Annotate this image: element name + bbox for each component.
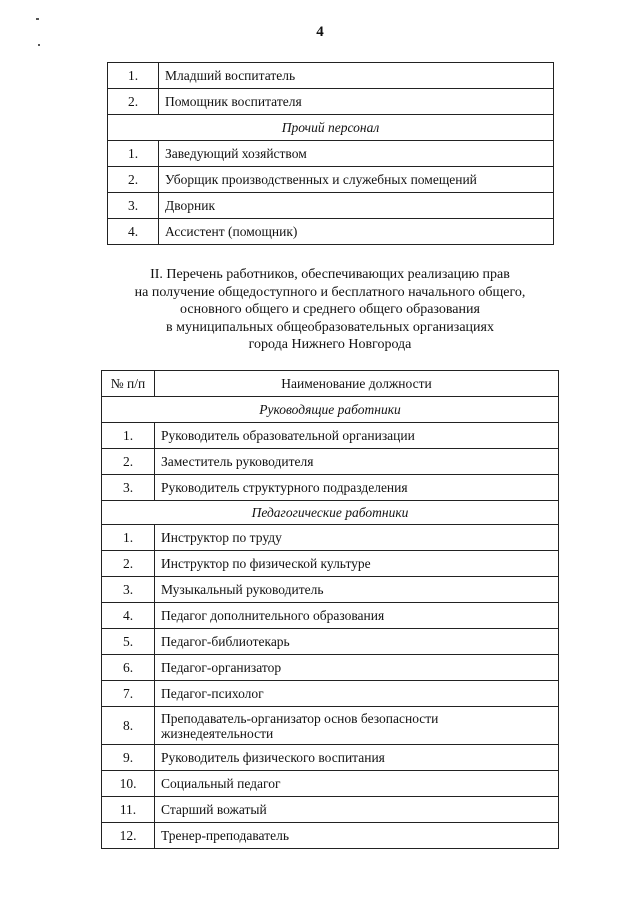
table-row (102, 603, 559, 629)
row-number: 6. (102, 655, 155, 681)
position-title: Руководитель образовательной организации (155, 423, 559, 449)
row-number: 4. (102, 603, 155, 629)
section-title: Прочий персонал (108, 115, 554, 141)
table-row (108, 219, 554, 245)
position-title: Уборщик производственных и служебных помещений (159, 167, 554, 193)
position-title: Руководитель физического воспитания (155, 745, 559, 771)
header-number: № п/п (102, 371, 155, 397)
staff-table-continued (107, 62, 554, 245)
position-title: Младший воспитатель (159, 63, 554, 89)
heading-line: в муниципальных общеобразовательных организациях (166, 319, 494, 335)
heading-line: города Нижнего Новгорода (248, 337, 412, 352)
row-number: 1. (108, 141, 159, 167)
table-row (108, 141, 554, 167)
table-row (108, 63, 554, 89)
table-row (102, 655, 559, 681)
table-row (108, 167, 554, 193)
row-number: 11. (102, 797, 155, 823)
table-row (102, 551, 559, 577)
row-number: 3. (102, 577, 155, 603)
table-row (102, 771, 559, 797)
table-header-row (102, 371, 559, 397)
table-row (102, 707, 559, 745)
table-row (102, 745, 559, 771)
section-row (102, 501, 559, 525)
position-title: Заместитель руководителя (155, 449, 559, 475)
row-number: 2. (108, 167, 159, 193)
row-number: 3. (102, 475, 155, 501)
position-title: Педагог-библиотекарь (155, 629, 559, 655)
row-number: 4. (108, 219, 159, 245)
table-row (108, 89, 554, 115)
row-number: 12. (102, 823, 155, 849)
position-title: Заведующий хозяйством (159, 141, 554, 167)
section-title: Педагогические работники (102, 501, 559, 525)
scan-mark-dot (38, 44, 40, 46)
row-number: 7. (102, 681, 155, 707)
row-number: 2. (102, 551, 155, 577)
row-number: 5. (102, 629, 155, 655)
position-title: Преподаватель-организатор основ безопасности жизнедеятельности (155, 707, 559, 745)
page-number: 4 (316, 24, 324, 40)
position-title: Педагог дополнительного образования (155, 603, 559, 629)
position-title: Старший вожатый (155, 797, 559, 823)
scan-mark-dot (36, 18, 39, 20)
position-title: Педагог-организатор (155, 655, 559, 681)
header-position: Наименование должности (155, 371, 559, 397)
table-row (108, 193, 554, 219)
position-title: Педагог-психолог (155, 681, 559, 707)
table-row (102, 449, 559, 475)
table-row (102, 629, 559, 655)
heading-line: основного общего и среднего общего образования (180, 302, 480, 317)
position-title: Инструктор по физической культуре (155, 551, 559, 577)
row-number: 2. (102, 449, 155, 475)
position-title: Музыкальный руководитель (155, 577, 559, 603)
table-row (102, 681, 559, 707)
row-number: 10. (102, 771, 155, 797)
heading-line: на получение общедоступного и бесплатного начального общего, (134, 284, 526, 300)
table-row (102, 823, 559, 849)
section-row (102, 397, 559, 423)
table-row (102, 423, 559, 449)
heading-line: II. Перечень работников, обеспечивающих реализацию прав (150, 267, 510, 282)
position-title: Социальный педагог (155, 771, 559, 797)
position-title: Тренер-преподаватель (155, 823, 559, 849)
row-number: 8. (102, 707, 155, 745)
school-staff-table (101, 370, 559, 849)
table-row (102, 577, 559, 603)
row-number: 9. (102, 745, 155, 771)
position-title: Ассистент (помощник) (159, 219, 554, 245)
table-row (102, 475, 559, 501)
position-title: Помощник воспитателя (159, 89, 554, 115)
row-number: 1. (102, 525, 155, 551)
section-heading (80, 266, 580, 354)
row-number: 1. (108, 63, 159, 89)
position-title: Инструктор по труду (155, 525, 559, 551)
row-number: 2. (108, 89, 159, 115)
section-title: Руководящие работники (102, 397, 559, 423)
table-row (102, 797, 559, 823)
row-number: 3. (108, 193, 159, 219)
position-title: Руководитель структурного подразделения (155, 475, 559, 501)
table-row (102, 525, 559, 551)
row-number: 1. (102, 423, 155, 449)
section-row (108, 115, 554, 141)
position-title: Дворник (159, 193, 554, 219)
